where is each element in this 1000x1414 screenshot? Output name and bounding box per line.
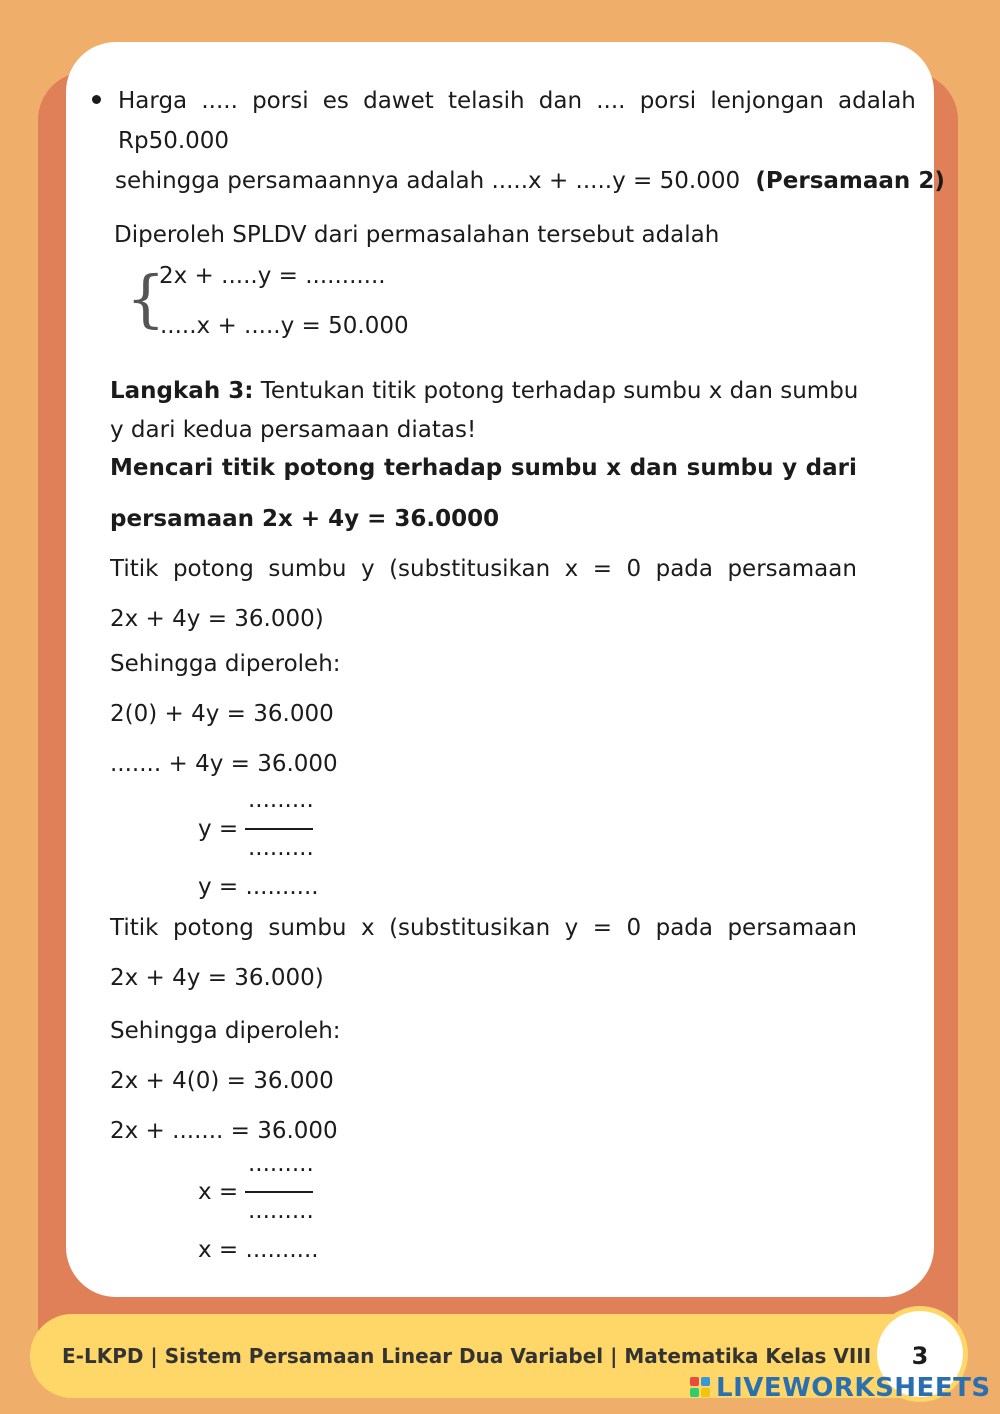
equation-2-label: (Persamaan 2): [755, 168, 945, 194]
langkah-3-text: Tentukan titik potong terhadap sumbu x dan sumbu: [253, 378, 859, 404]
x-fraction-lhs: x =: [198, 1179, 239, 1205]
word: Titik: [110, 915, 159, 941]
word: telasih: [447, 88, 525, 114]
word: porsi: [639, 88, 697, 114]
y-sehingga-text: Sehingga diperoleh:: [110, 651, 341, 677]
word: potong: [172, 915, 254, 941]
system-equation-2: .....x + .....y = 50.000: [160, 313, 409, 339]
bullet-line-1: [118, 86, 916, 116]
word: (substitusikan: [389, 915, 551, 941]
word: porsi: [252, 88, 309, 114]
liveworksheets-watermark: [690, 1373, 991, 1403]
word: 0: [626, 915, 642, 941]
y-intercept-line-2: 2x + 4y = 36.000): [110, 606, 324, 632]
word: persamaan: [727, 556, 857, 582]
y-result: y = ..........: [198, 874, 319, 900]
word: (substitusikan: [389, 556, 551, 582]
word: titik: [221, 455, 275, 481]
word: =: [592, 556, 613, 582]
langkah-3-label: Langkah 3:: [110, 378, 254, 404]
y-fraction-denominator: .........: [248, 835, 314, 861]
word: pada: [655, 915, 713, 941]
x-intercept-line-2: 2x + 4y = 36.000): [110, 965, 324, 991]
word: dan: [629, 455, 679, 481]
word: potong: [283, 455, 376, 481]
equation-2-text: sehingga persamaannya adalah .....x + .....y = 50.000: [115, 168, 748, 194]
spldv-intro: Diperoleh SPLDV dari permasalahan tersebut adalah: [114, 222, 720, 248]
heading-line-2: persamaan 2x + 4y = 36.0000: [110, 506, 500, 532]
word: Harga: [118, 88, 188, 114]
word: adalah: [838, 88, 916, 114]
word: sumbu: [686, 455, 774, 481]
liveworksheets-logo-icon: [690, 1377, 712, 1399]
heading-line-1: [110, 453, 857, 483]
word: Mencari: [110, 455, 214, 481]
x-fraction-numerator: .........: [248, 1151, 314, 1177]
word: .....: [201, 88, 238, 114]
x-step-2: 2x + ....... = 36.000: [110, 1118, 338, 1144]
word: dari: [805, 455, 857, 481]
x-sehingga-text: Sehingga diperoleh:: [110, 1018, 341, 1044]
footer-title: E-LKPD | Sistem Persamaan Linear Dua Variabel | Matematika Kelas VIII: [62, 1344, 872, 1368]
word: ....: [596, 88, 626, 114]
word: Titik: [110, 556, 159, 582]
word: sumbu: [268, 915, 347, 941]
word: y: [782, 455, 798, 481]
word: =: [592, 915, 613, 941]
word: dawet: [363, 88, 434, 114]
word: lenjongan: [710, 88, 824, 114]
x-fraction-bar: [245, 1191, 313, 1193]
word: potong: [172, 556, 254, 582]
y-fraction-bar: [245, 828, 313, 830]
system-equation-1: 2x + .....y = ...........: [159, 263, 386, 289]
bullet-icon: [92, 95, 101, 104]
word: x: [564, 556, 579, 582]
system-brace: {: [126, 262, 166, 335]
langkah-3-continuation: y dari kedua persamaan diatas!: [110, 417, 477, 443]
word: x: [360, 915, 375, 941]
word: x: [606, 455, 622, 481]
word: es: [322, 88, 349, 114]
x-step-1: 2x + 4(0) = 36.000: [110, 1068, 334, 1094]
page-number: 3: [911, 1342, 929, 1370]
word: sumbu: [268, 556, 347, 582]
x-result: x = ..........: [198, 1237, 319, 1263]
word: dan: [538, 88, 583, 114]
word: y: [360, 556, 375, 582]
equation-2-line: [115, 166, 945, 196]
word: y: [564, 915, 579, 941]
word: terhadap: [383, 455, 503, 481]
word: pada: [655, 556, 713, 582]
y-step-1: 2(0) + 4y = 36.000: [110, 701, 334, 727]
y-step-2: ....... + 4y = 36.000: [110, 751, 338, 777]
x-fraction-denominator: .........: [248, 1198, 314, 1224]
word: sumbu: [510, 455, 598, 481]
y-fraction-lhs: y =: [198, 816, 239, 842]
word: 0: [626, 556, 642, 582]
y-intercept-line-1: [110, 554, 857, 584]
y-fraction-numerator: .........: [248, 787, 314, 813]
bullet-line-2: Rp50.000: [118, 128, 230, 154]
liveworksheets-text: LIVEWORKSHEETS: [716, 1373, 991, 1403]
word: persamaan: [727, 915, 857, 941]
x-intercept-line-1: [110, 913, 857, 943]
langkah-3-line: [110, 376, 858, 406]
